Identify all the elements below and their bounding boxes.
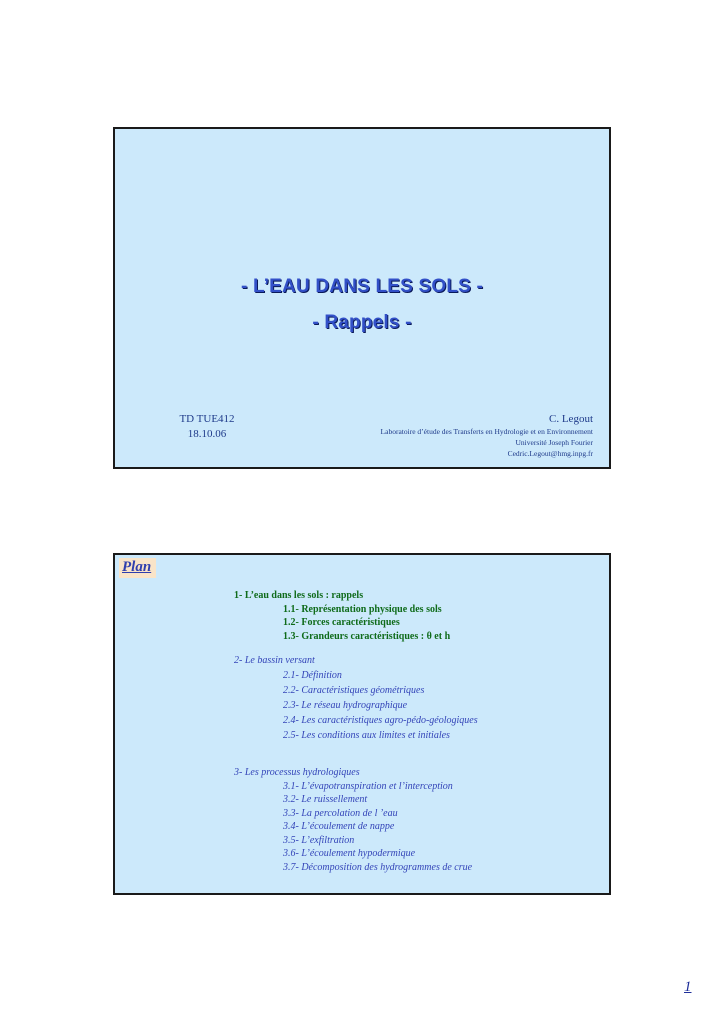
list-item: 1.2- Forces caractéristiques	[283, 617, 400, 628]
slide-subtitle: - Rappels -	[312, 312, 412, 333]
list-item: 3.7- Décomposition des hydrogrammes de crue	[283, 861, 473, 873]
list-item: 3.6- L’écoulement hypodermique	[283, 848, 416, 859]
list-item: 2.4- Les caractéristiques agro-pédo-géologiques	[283, 715, 478, 726]
author-university: Université Joseph Fourier	[515, 438, 593, 447]
plan-label: Plan	[119, 558, 156, 578]
list-item: 3.4- L’écoulement de nappe	[283, 821, 395, 832]
section-title: 3- Les processus hydrologiques	[234, 767, 360, 778]
list-item: 2.1- Définition	[283, 670, 342, 681]
list-item: 3.2- Le ruissellement	[283, 794, 368, 805]
plan-slide	[113, 553, 611, 895]
list-item: 2.2- Caractéristiques géométriques	[283, 685, 425, 696]
slide-title: - L’EAU DANS LES SOLS -	[240, 276, 484, 297]
author-lab: Laboratoire d’étude des Transferts en Hydrologie et en Environnement	[380, 427, 593, 436]
list-item: 2.3- Le réseau hydrographique	[283, 700, 408, 711]
section-title: 2- Le bassin versant	[234, 655, 315, 666]
section-title: 1- L’eau dans les sols : rappels	[234, 590, 364, 601]
course-date: 18.10.06	[187, 428, 227, 440]
outline-section-2	[234, 653, 478, 743]
list-item: 1.1- Représentation physique des sols	[283, 603, 442, 615]
list-item: 3.3- La percolation de l ’eau	[283, 807, 398, 819]
list-item: 2.5- Les conditions aux limites et initiales	[283, 730, 450, 741]
outline-section-1	[234, 589, 478, 643]
list-item: 3.5- L’exfiltration	[283, 834, 355, 846]
list-item: 3.1- L’évapotranspiration et l’interception	[283, 780, 453, 792]
outline-section-3	[234, 766, 478, 874]
title-slide	[113, 127, 611, 469]
author-email: Cedric.Legout@hmg.inpg.fr	[507, 449, 593, 458]
list-item: 1.3- Grandeurs caractéristiques : θ et h	[283, 630, 451, 642]
course-info	[175, 412, 239, 442]
author-info	[381, 412, 593, 459]
page-number: 1	[684, 979, 692, 995]
course-code: TD TUE412	[179, 413, 235, 425]
outline	[234, 589, 478, 874]
author-name: C. Legout	[549, 413, 593, 425]
